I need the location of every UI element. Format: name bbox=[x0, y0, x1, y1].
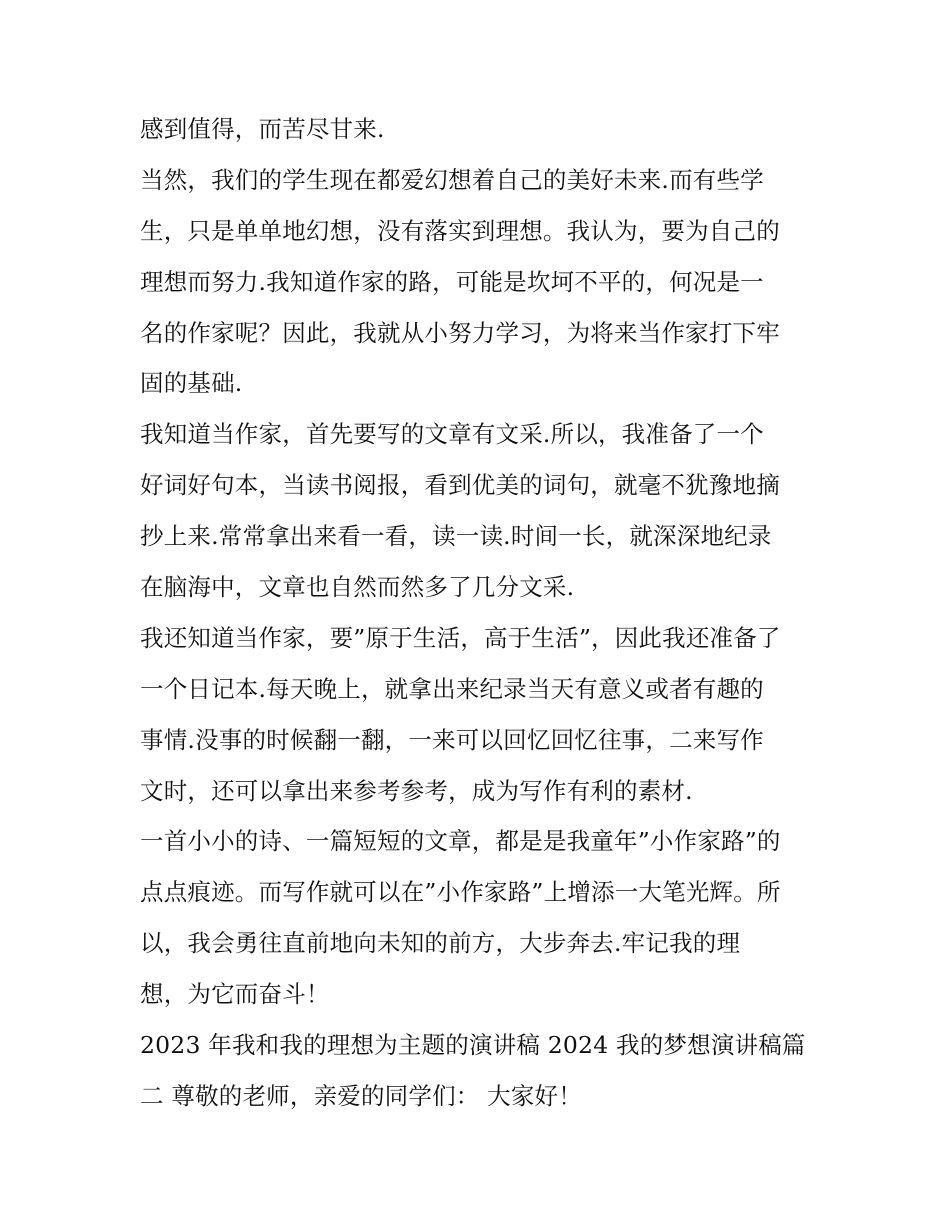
text-line: 在脑海中，文章也自然而然多了几分文采. bbox=[140, 573, 575, 602]
text-line: 理想而努力.我知道作家的路，可能是坎坷不平的，何况是一 bbox=[140, 267, 764, 296]
text-line: 我还知道当作家，要”原于生活，高于生活”，因此我还准备了 bbox=[140, 623, 781, 652]
text-line: 一首小小的诗、一篇短短的文章，都是是我童年”小作家路”的 bbox=[140, 827, 781, 856]
text-line: 感到值得，而苦尽甘来. bbox=[140, 115, 385, 143]
text-line: 点点痕迹。而写作就可以在”小作家路”上增添一大笔光辉。所 bbox=[140, 878, 781, 907]
heading-line: 二 尊敬的老师，亲爱的同学们： 大家好！ bbox=[140, 1081, 582, 1110]
text-line: 生，只是单单地幻想，没有落实到理想。我认为，要为自己的 bbox=[140, 216, 780, 245]
text-line: 想，为它而奋斗！ bbox=[140, 980, 330, 1009]
heading-line: 2023 年我和我的理想为主题的演讲稿 2024 我的梦想演讲稿篇 bbox=[140, 1031, 806, 1060]
text-line: 事情.没事的时候翻一翻，一来可以回忆回忆往事，二来写作 bbox=[140, 725, 764, 754]
text-line: 我知道当作家，首先要写的文章有文采.所以，我准备了一个 bbox=[140, 420, 764, 449]
text-line: 固的基础. bbox=[140, 369, 243, 398]
document-body bbox=[140, 104, 820, 1122]
text-line: 好词好句本，当读书阅报，看到优美的词句，就毫不犹豫地摘 bbox=[140, 471, 780, 500]
text-line: 一个日记本.每天晚上，就拿出来纪录当天有意义或者有趣的 bbox=[140, 674, 764, 703]
text-line: 文时，还可以拿出来参考参考，成为写作有利的素材. bbox=[140, 776, 693, 805]
text-line: 当然，我们的学生现在都爱幻想着自己的美好未来.而有些学 bbox=[140, 165, 764, 194]
text-line: 抄上来.常常拿出来看一看，读一读.时间一长，就深深地纪录 bbox=[140, 522, 772, 551]
text-line: 名的作家呢？因此，我就从小努力学习，为将来当作家打下牢 bbox=[140, 318, 780, 347]
text-line: 以，我会勇往直前地向未知的前方，大步奔去.牢记我的理 bbox=[140, 929, 741, 958]
